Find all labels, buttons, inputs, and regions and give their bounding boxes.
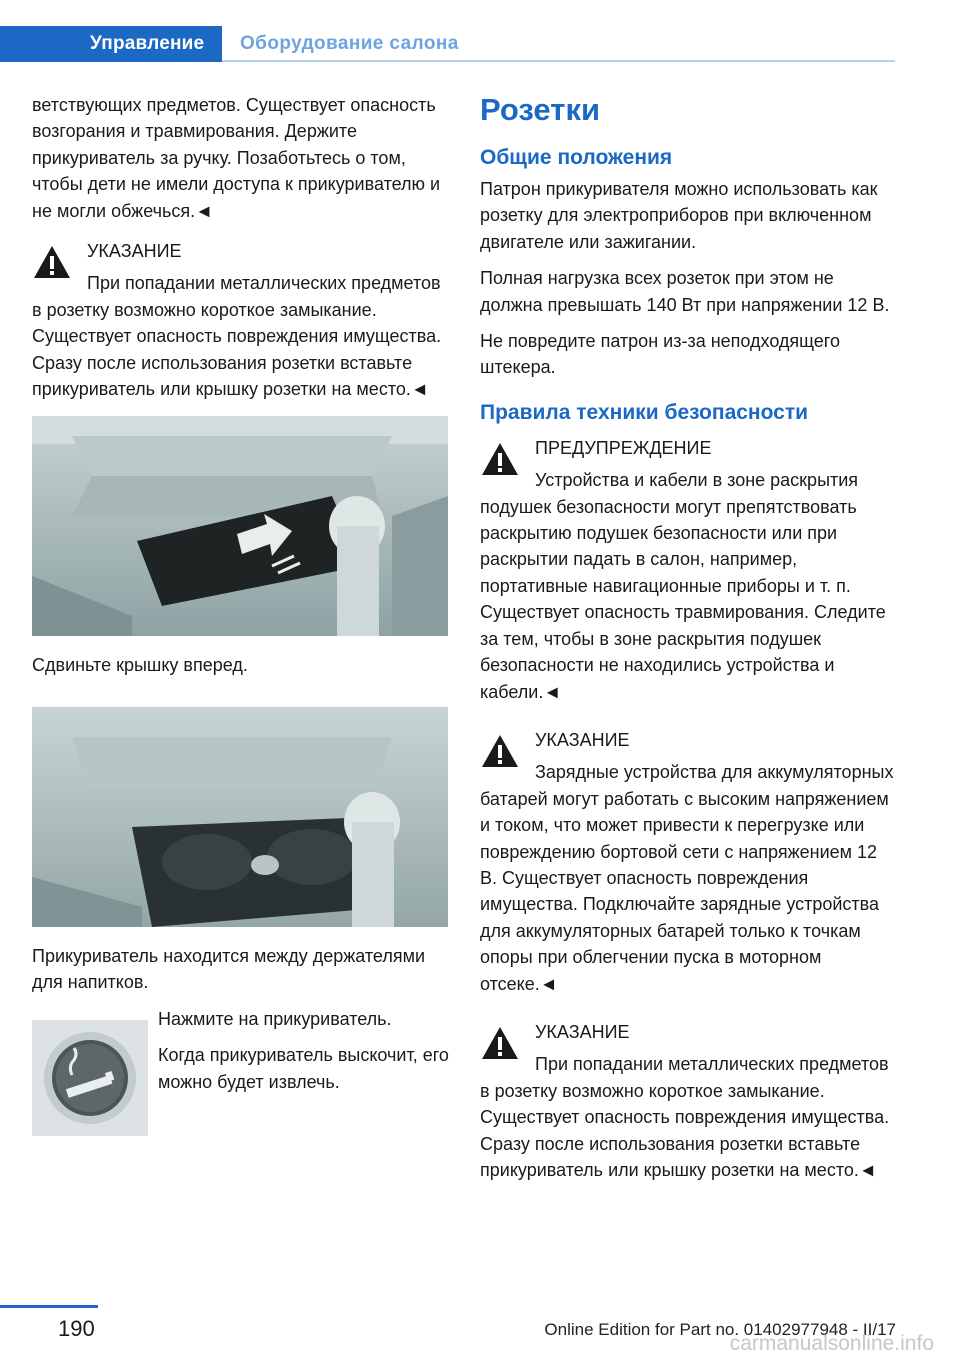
notice-charger-body: Зарядные устройства для аккумуляторных батарей могут работать с высоким напряжением и током, что может привести к перегрузке или повреждению бортовой сети с напряжением 12 В. Существует опасность повреждения имущества. Подключайте зарядные устройства для аккумуляторных батарей только к точкам опоры при облегчении пуска в моторном отсеке.◄ bbox=[480, 762, 894, 994]
watermark: carmanualsonline.info bbox=[729, 1332, 934, 1355]
notice-block bbox=[32, 238, 450, 402]
warning-triangle-icon bbox=[32, 244, 72, 280]
caption-lighter-location: Прикуриватель находится между держателями для напитков. bbox=[32, 945, 426, 993]
warning-triangle-icon bbox=[480, 441, 520, 477]
right-column bbox=[480, 92, 898, 1193]
section-safety-title: Правила техники безопасности bbox=[480, 400, 809, 424]
tab-interior-equipment[interactable]: Оборудование салона bbox=[240, 33, 459, 54]
notice-metal-body: При попадании металлических предметов в розетку возможно короткое замыкание. Существует опасность повреждения имущества. Сразу после использования розетки вставьте прикуриватель или крышку розетки на место.◄ bbox=[480, 1054, 890, 1180]
caption-slide-cover: Сдвиньте крышку вперед. bbox=[32, 655, 248, 676]
notice-charger-heading: УКАЗАНИЕ bbox=[535, 729, 630, 750]
tab-controls[interactable]: Управление bbox=[0, 26, 222, 62]
general-paragraph-3: Не повредите патрон из-за неподходящего штекера. bbox=[480, 331, 840, 378]
warning-block bbox=[480, 435, 898, 705]
notice-heading: УКАЗАНИЕ bbox=[87, 241, 182, 262]
cigarette-lighter-icon bbox=[32, 1020, 148, 1136]
cover-slide-photo bbox=[32, 416, 448, 636]
header-tabs bbox=[0, 26, 960, 62]
tab-underline bbox=[222, 60, 895, 62]
left-column bbox=[32, 92, 450, 1136]
lighter-instruction bbox=[32, 1006, 450, 1136]
footer-rule bbox=[0, 1305, 98, 1308]
cigarette-lighter-location-photo bbox=[32, 707, 448, 927]
edition-text: Online Edition for Part no. 01402977948 - II/17 bbox=[544, 1320, 896, 1339]
warning-heading: ПРЕДУПРЕЖДЕНИЕ bbox=[535, 437, 712, 458]
intro-paragraph: ветствующих предметов. Существует опасность возгорания и травмирования. Держите прикуриватель за ручку. Позаботьтесь о том, чтобы дети не имели доступа к прикуривателю и не могли обжечься.◄ bbox=[32, 95, 441, 221]
lighter-instruction-text bbox=[158, 1006, 450, 1105]
notice-body: При попадании металлических предметов в розетку возможно короткое замыкание. Существует опасность повреждения имущества. Сразу после использования розетки вставьте прикуриватель или крышку розетки на место.◄ bbox=[32, 273, 442, 400]
notice-metal-block bbox=[480, 1019, 898, 1183]
warning-body: Устройства и кабели в зоне раскрытия подушек безопасности могут препятствовать раскрытию подушек безопасности или при раскрытии падать в салон, например, портативные навигационные приборы и т. п. Существует опасность травмирования. Следите за тем, чтобы в зоне раскрытия подушек безопасности не находились устройства и кабели.◄ bbox=[480, 470, 886, 702]
general-paragraph-1: Патрон прикуривателя можно использовать как розетку для электроприборов при включенном двигателе или зажигании. bbox=[480, 179, 878, 252]
notice-charger-block bbox=[480, 727, 898, 997]
press-lighter-text: Нажмите на прикуриватель. bbox=[158, 1008, 392, 1029]
warning-triangle-icon bbox=[480, 1025, 520, 1061]
section-general-title: Общие положения bbox=[480, 146, 673, 169]
page-number: 190 bbox=[58, 1316, 95, 1341]
eject-lighter-text: Когда прикуриватель выскочит, его можно будет извлечь. bbox=[158, 1045, 449, 1092]
general-paragraph-2: Полная нагрузка всех розеток при этом не должна превышать 140 Вт при напряжении 12 В. bbox=[480, 268, 890, 315]
warning-triangle-icon bbox=[480, 733, 520, 769]
page-title: Розетки bbox=[480, 92, 601, 127]
notice-metal-heading: УКАЗАНИЕ bbox=[535, 1021, 630, 1042]
